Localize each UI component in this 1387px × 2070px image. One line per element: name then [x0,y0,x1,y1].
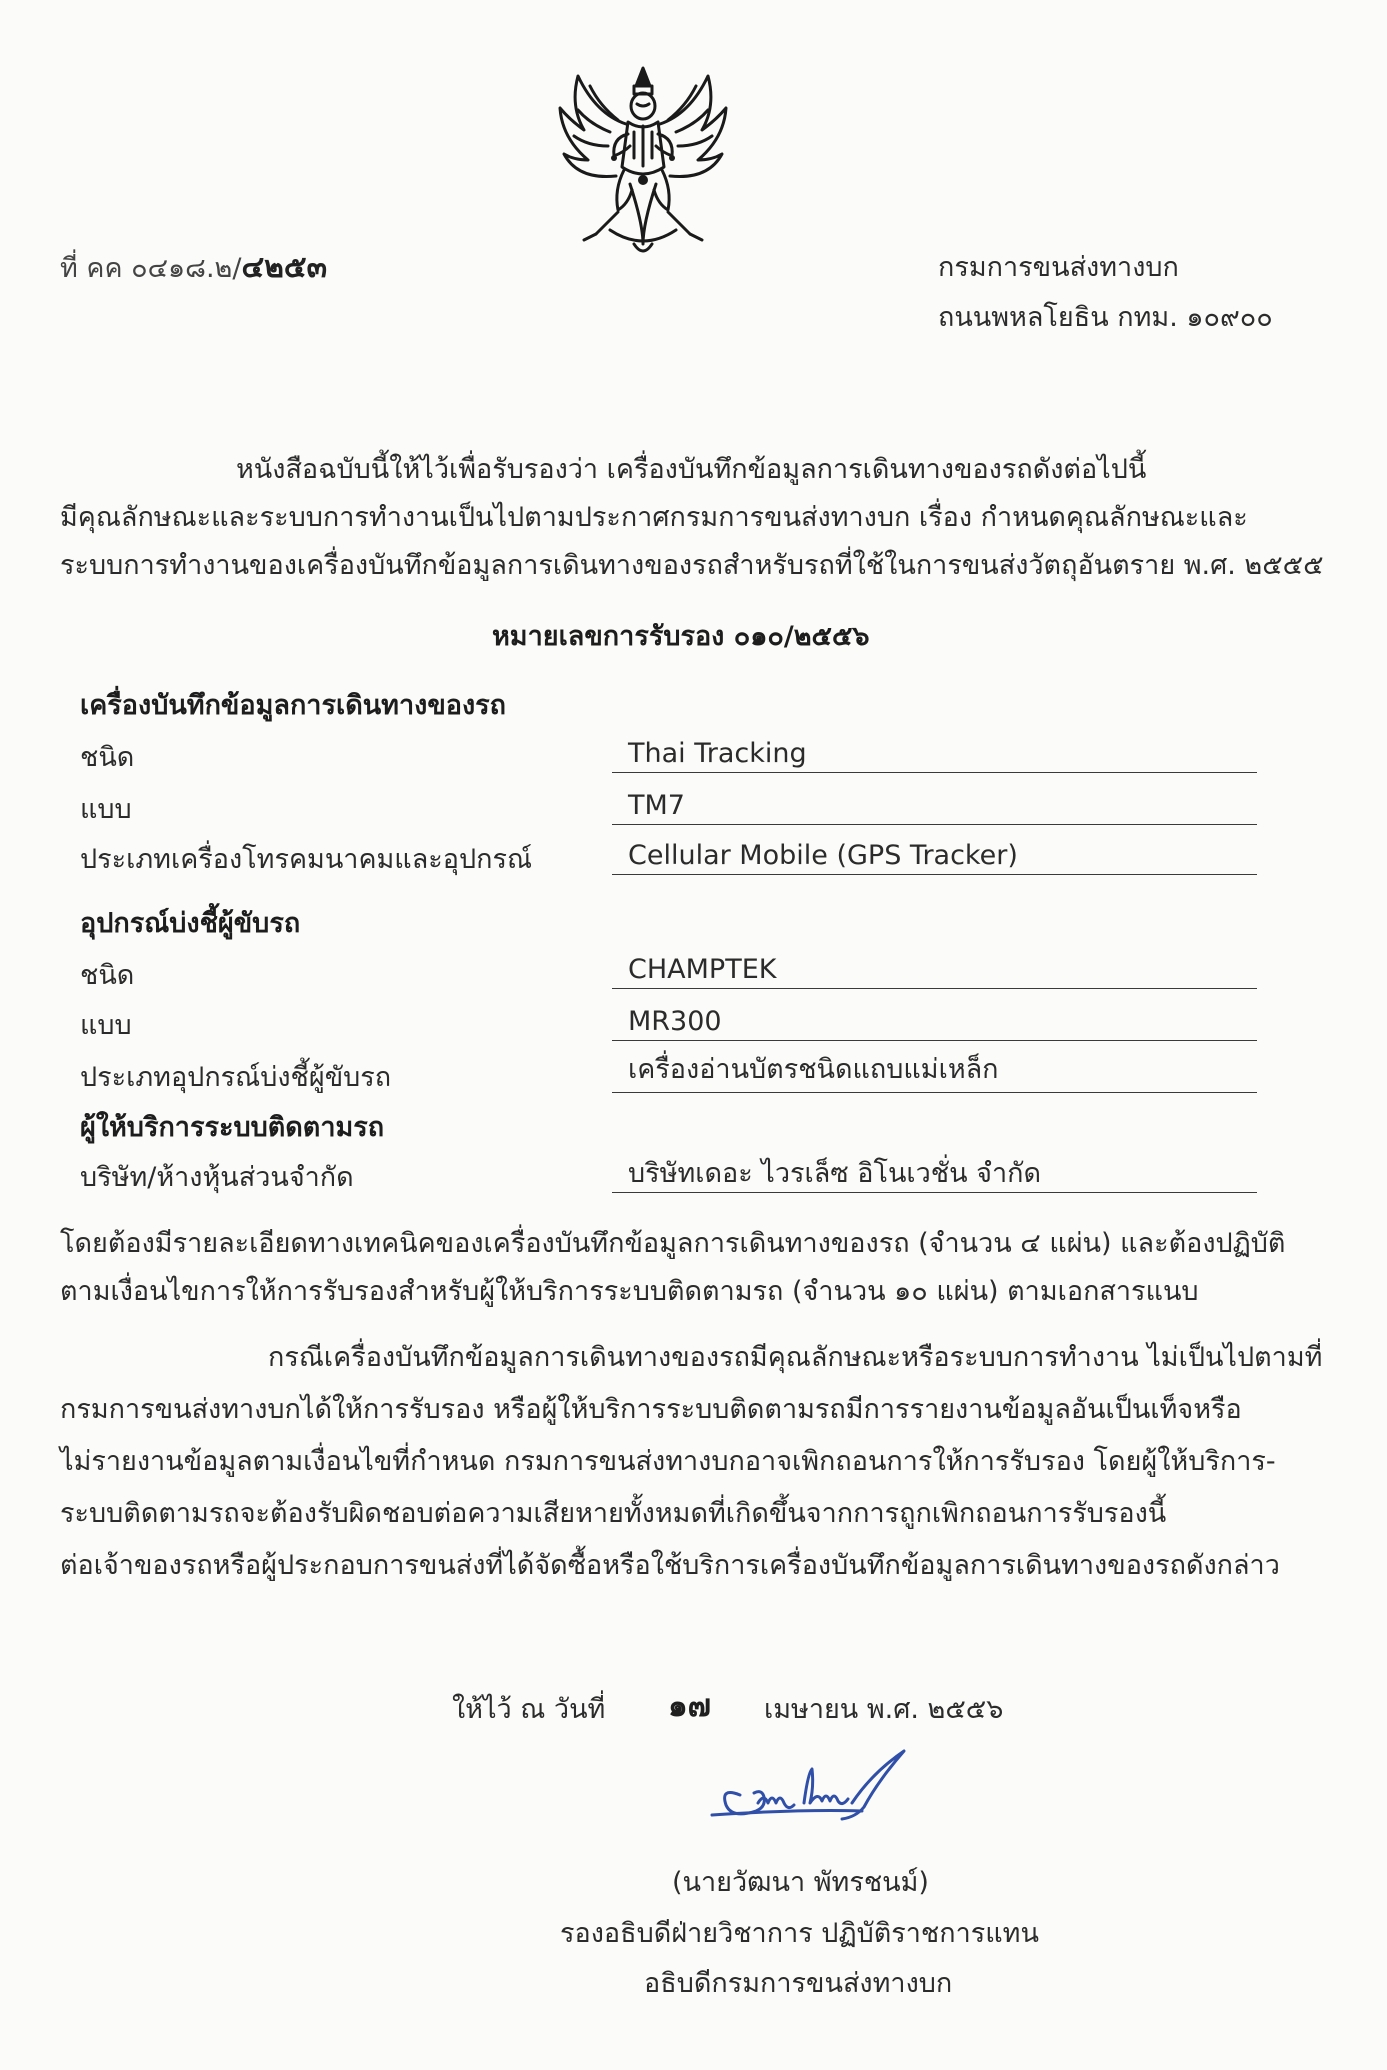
issue-date-month-year: เมษายน พ.ศ. ๒๕๕๖ [764,1694,1004,1725]
issue-date-day: ๑๗ [668,1688,711,1724]
garuda-emblem-icon [548,62,738,267]
signer-name: (นายวัฒนา พัทรชนม์) [672,1867,929,1898]
driver-device-model-value: MR300 [628,1006,722,1037]
recorder-telecom-underline [612,874,1257,875]
signature-icon [700,1745,930,1835]
recorder-model-value: TM7 [628,790,685,821]
revocation-line-2: กรมการขนส่งทางบกได้ให้การรับรอง หรือผู้ให้บริการระบบติดตามรถมีการรายงานข้อมูลอันเป็นเท็จหรือ [60,1394,1242,1425]
signer-position-line-2: อธิบดีกรมการขนส่งทางบก [644,1968,953,1999]
driver-device-category-underline [612,1092,1257,1093]
reference-number [60,250,327,287]
recorder-telecom-value: Cellular Mobile (GPS Tracker) [628,840,1018,871]
revocation-line-4: ระบบติดตามรถจะต้องรับผิดชอบต่อความเสียหายทั้งหมดที่เกิดขึ้นจากการถูกเพิกถอนการรับรองนี้ [60,1498,1167,1529]
recorder-model-underline [612,824,1257,825]
provider-company-value: บริษัทเดอะ ไวรเล็ซ อิโนเวชั่น จำกัด [628,1158,1042,1189]
intro-line-3: ระบบการทำงานของเครื่องบันทึกข้อมูลการเดินทางของรถสำหรับรถที่ใช้ในการขนส่งวัตถุอันตราย พ.ศ. ๒๕๕๕ [60,550,1324,581]
recorder-type-underline [612,772,1257,773]
driver-device-heading: อุปกรณ์บ่งชี้ผู้ขับรถ [80,908,301,939]
revocation-line-3: ไม่รายงานข้อมูลตามเงื่อนไขที่กำหนด กรมการขนส่งทางบกอาจเพิกถอนการให้การรับรอง โดยผู้ให้บริการ- [60,1446,1276,1477]
driver-device-model-underline [612,1040,1257,1041]
reference-prefix: ที่ คค ๐๔๑๘.๒/ [60,253,242,284]
organization-address: ถนนพหลโยธิน กทม. ๑๐๙๐๐ [938,302,1273,333]
driver-device-type-value: CHAMPTEK [628,954,777,985]
recorder-model-label: แบบ [80,794,132,825]
recorder-heading: เครื่องบันทึกข้อมูลการเดินทางของรถ [80,690,507,721]
driver-device-category-value: เครื่องอ่านบัตรชนิดแถบแม่เหล็ก [628,1054,999,1085]
driver-device-type-label: ชนิด [80,960,135,991]
driver-device-type-underline [612,988,1257,989]
conditions-line-1: โดยต้องมีรายละเอียดทางเทคนิคของเครื่องบันทึกข้อมูลการเดินทางของรถ (จำนวน ๔ แผ่น) และต้องปฏิบัติ [60,1228,1286,1259]
certification-number: หมายเลขการรับรอง ๐๑๐/๒๕๕๖ [492,621,870,652]
recorder-type-label: ชนิด [80,742,135,773]
conditions-line-2: ตามเงื่อนไขการให้การรับรองสำหรับผู้ให้บริการระบบติดตามรถ (จำนวน ๑๐ แผ่น) ตามเอกสารแนบ [60,1276,1199,1307]
reference-handwritten-number: ๔๒๕๓ [241,250,328,285]
provider-company-underline [612,1192,1257,1193]
intro-line-1: หนังสือฉบับนี้ให้ไว้เพื่อรับรองว่า เครื่องบันทึกข้อมูลการเดินทางของรถดังต่อไปนี้ [236,454,1147,485]
organization-name: กรมการขนส่งทางบก [938,252,1179,283]
recorder-type-value: Thai Tracking [628,738,807,769]
intro-line-2: มีคุณลักษณะและระบบการทำงานเป็นไปตามประกาศกรมการขนส่งทางบก เรื่อง กำหนดคุณลักษณะและ [60,502,1248,533]
revocation-line-5: ต่อเจ้าของรถหรือผู้ประกอบการขนส่งที่ได้จัดซื้อหรือใช้บริการเครื่องบันทึกข้อมูลการเดินทางของรถดังกล่าว [60,1550,1280,1581]
provider-heading: ผู้ให้บริการระบบติดตามรถ [80,1112,385,1143]
recorder-telecom-label: ประเภทเครื่องโทรคมนาคมและอุปกรณ์ [80,844,532,875]
driver-device-model-label: แบบ [80,1010,132,1041]
provider-company-label: บริษัท/ห้างหุ้นส่วนจำกัด [80,1162,354,1193]
signer-position-line-1: รองอธิบดีฝ่ายวิชาการ ปฏิบัติราชการแทน [560,1918,1039,1949]
driver-device-category-label: ประเภทอุปกรณ์บ่งชี้ผู้ขับรถ [80,1062,392,1093]
issue-date-prefix: ให้ไว้ ณ วันที่ [452,1694,606,1725]
revocation-line-1: กรณีเครื่องบันทึกข้อมูลการเดินทางของรถมีคุณลักษณะหรือระบบการทำงาน ไม่เป็นไปตามที่ [268,1342,1323,1373]
